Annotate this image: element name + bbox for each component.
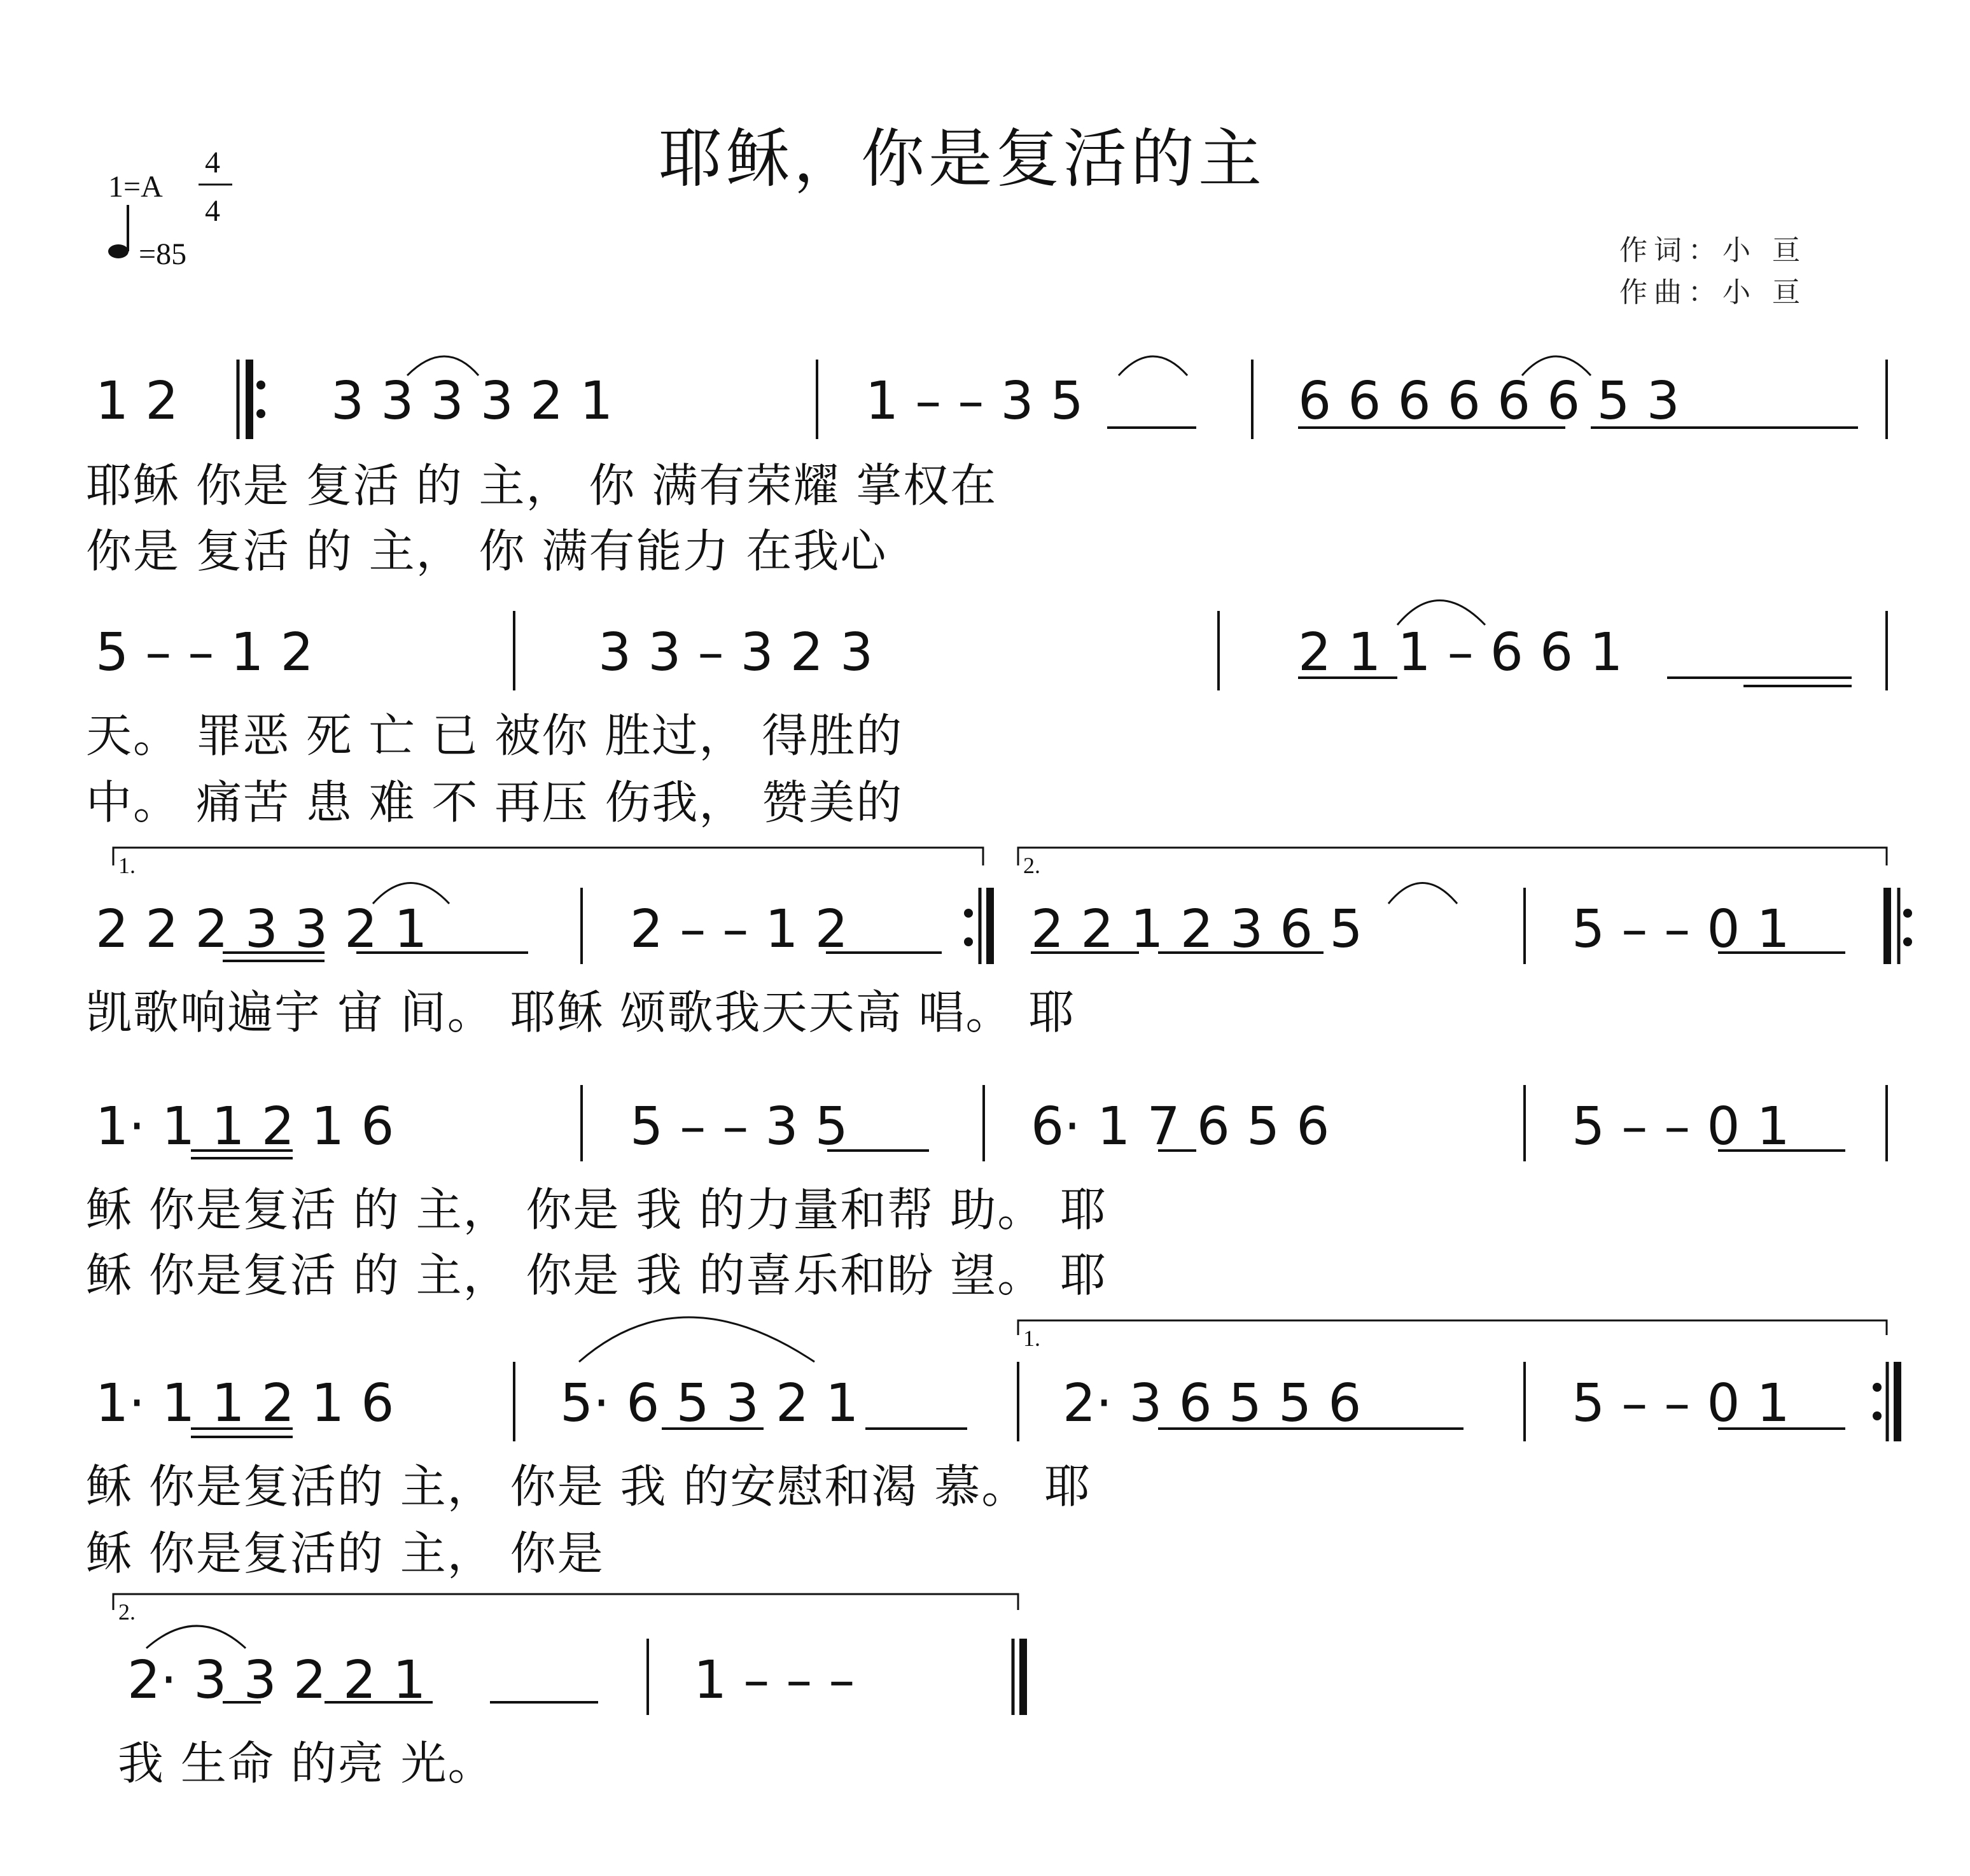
key-signature: 1=A: [108, 170, 163, 204]
notes-measure: 1 – – –: [694, 1650, 855, 1711]
notes-measure: 5 – – 0 1: [1572, 1373, 1790, 1434]
lyricist-credit: 作词：小 亘: [1619, 234, 1806, 267]
notes-pickup: 1 2: [95, 371, 179, 431]
notes-measure: 2 1 1 – 6 6 1: [1298, 622, 1623, 683]
notes-measure: 1· 1 1 2 1 6: [95, 1096, 395, 1157]
tempo-marking: =85: [139, 237, 187, 271]
volta-label: 1.: [1023, 1326, 1040, 1351]
notes-measure: 5 – – 1 2: [95, 622, 314, 683]
notes-measure: 2· 3 3 2 2 1: [127, 1650, 426, 1711]
time-signature-bottom: 4: [205, 194, 220, 228]
lyric-verse-2: 中。 痛苦 患 难 不 再压 伤我， 赞美的: [86, 776, 904, 829]
composer-credit: 作曲：小 亘: [1619, 276, 1806, 309]
notes-measure: 2 2 2 3 3 2 1: [95, 899, 428, 960]
notes-measure: 1 – – 3 5: [865, 371, 1084, 431]
song-title: 耶稣，你是复活的主: [659, 122, 1266, 196]
notes-measure: 3 3 3 3 2 1: [331, 371, 613, 431]
notes-measure: 6 6 6 6 6 6 5 3: [1298, 371, 1680, 431]
lyric-verse-1: 凯歌响遍宇 宙 间。 耶稣 颂歌我天天高 唱。 耶: [86, 986, 1076, 1039]
lyric-verse-2: 稣 你是复活 的 主， 你是 我 的喜乐和盼 望。 耶: [86, 1249, 1108, 1302]
notes-measure: 1· 1 1 2 1 6: [95, 1373, 395, 1434]
volta-label: 2.: [1023, 853, 1040, 878]
notes-measure: 2 – – 1 2: [630, 899, 848, 960]
notes-measure: 5· 6 5 3 2 1: [560, 1373, 859, 1434]
lyric-verse-1: 稣 你是复活 的 主， 你是 我 的力量和帮 助。 耶: [86, 1183, 1108, 1236]
notes-measure: 2· 3 6 5 5 6: [1063, 1373, 1362, 1434]
notes-measure: 2 2 1 2 3 6 5: [1031, 899, 1363, 960]
lyric-verse-1: 天。 罪恶 死 亡 已 被你 胜过， 得胜的: [86, 709, 904, 762]
volta-label: 1.: [118, 853, 136, 878]
lyric-verse-1: 稣 你是复活的 主， 你是 我 的安慰和渴 慕。 耶: [86, 1460, 1092, 1513]
time-signature-top: 4: [205, 146, 220, 179]
volta-label: 2.: [118, 1599, 136, 1625]
notes-measure: 5 – – 0 1: [1572, 1096, 1790, 1157]
lyric-verse-2: 你是 复活 的 主， 你 满有能力 在我心: [86, 524, 888, 578]
notes-measure: 5 – – 0 1: [1572, 899, 1790, 960]
notes-measure: 6· 1 7 6 5 6: [1031, 1096, 1330, 1157]
notes-measure: 3 3 – 3 2 3: [598, 622, 874, 683]
lyric-verse-1: 我 生命 的亮 光。: [118, 1737, 495, 1790]
lyric-verse-2: 稣 你是复活的 主， 你是: [86, 1527, 604, 1580]
lyric-verse-1: 耶稣 你是 复活 的 主， 你 满有荣耀 掌权在: [86, 459, 998, 512]
notes-measure: 5 – – 3 5: [630, 1096, 848, 1157]
